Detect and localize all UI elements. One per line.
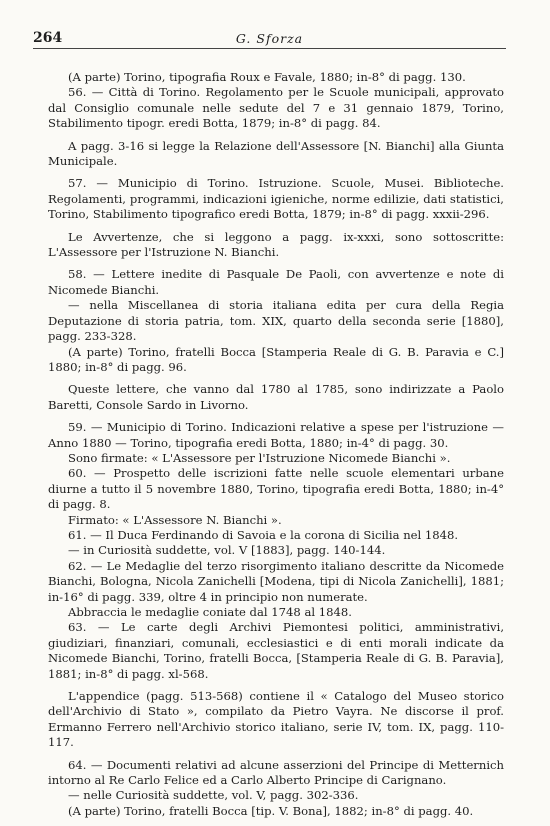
paragraph: (A parte) Torino, fratelli Bocca [Stamperia Reale di G. B. Paravia e C.] 1880; in-8° di pagg. 96. [48,344,504,374]
paragraph: A pagg. 3-16 si legge la Relazione dell'Assessore [N. Bianchi] alla Giunta Municipale. [48,138,504,169]
paragraph: Abbraccia le medaglie coniate dal 1748 al 1848. [68,605,352,619]
paragraph: Firmato: « L'Assessore N. Bianchi ». [68,512,282,527]
paragraph: 61. — Il Duca Ferdinando di Savoia e la corona di Sicilia nel 1848. [68,527,459,542]
page-header [33,28,506,49]
paragraph: 59. — Municipio di Torino. Indicazioni relative a spese per l'istruzione — Anno 1880 — Torino, tipografia eredi Botta, 1880; in-4° di pagg. 30. [48,420,504,450]
paragraph: — nelle Curiosità suddette, vol. V, pagg. 302-336. [68,788,359,803]
paragraph: Le Avvertenze, che si leggono a pagg. ix-xxxi, sono sottoscritte: L'Assessore per l'Istruzione N. Bianchi. [48,229,504,260]
paragraph: (A parte) Torino, fratelli Bocca [tip. V. Bona], 1882; in-8° di pagg. 40. [68,803,474,818]
running-head: G. Sforza [235,31,304,46]
paragraph: — in Curiosità suddette, vol. V [1883], pagg. 140-144. [68,543,386,558]
paragraph: 56. — Città di Torino. Regolamento per le Scuole municipali, approvato dal Consiglio comunale nelle sedute del 7 e 31 gennaio 1879, Torino, Stabilimento tipogr. eredi Botta, 1879; in-8° di pagg. 84. [48,85,504,131]
paragraph: 58. — Lettere inedite di Pasquale De Paoli, con avvertenze e note di Nicomede Bianchi. [48,267,504,297]
paragraph: Queste lettere, che vanno dal 1780 al 1785, sono indirizzate a Paolo Baretti, Console Sardo in Livorno. [48,382,504,412]
paragraph: 57. — Municipio di Torino. Istruzione. Scuole, Musei. Biblioteche. Regolamenti, programmi, indicazioni igieniche, norme edilizie, dati statistici, Torino, Stabilimento tipografico eredi Botta, 1879; in-8° di pagg. xxxii-296. [48,176,504,222]
paragraph: 64. — Documenti relativi ad alcune asserzioni del Principe di Metternich intorno al Re Carlo Felice ed a Carlo Alberto Principe di Carignano. [48,757,504,788]
paragraph: 60. — Prospetto delle iscrizioni fatte nelle scuole elementari urbane diurne a tutto il 5 novembre 1880, Torino, tipografia eredi Botta, 1880; in-4° di pagg. 8. [48,466,504,512]
page-body [48,70,504,819]
paragraph: 63. — Le carte degli Archivi Piemontesi politici, amministrativi, giudiziari, finanziari, comunali, ecclesiastici e di enti morali indicate da Nicomede Bianchi, Torino, fratelli Bocca, [Stamperia Reale di G. B. Paravia], 1881; in-8° di pagg. xl-568. [48,620,504,681]
paragraph: Sono firmate: « L'Assessore per l'Istruzione Nicomede Bianchi ». [68,450,451,465]
paragraph: 62. — Le Medaglie del terzo risorgimento italiano descritte da Nicomede Bianchi, Bologna, Nicola Zanichelli [Modena, tipi di Nicola Zanichelli], 1881; in-16° di pagg. 339, oltre 4 in principio non numerate. [48,558,504,604]
page-number: 264 [33,30,63,46]
paragraph: — nella Miscellanea di storia italiana edita per cura della Regia Deputazione di storia patria, tom. XIX, quarto della seconda serie [1880], pagg. 233-328. [48,298,504,344]
paragraph: L'appendice (pagg. 513-568) contiene il « Catalogo del Museo storico dell'Archivio di Stato », compilato da Pietro Vayra. Ne discorse il prof. Ermanno Ferrero nell'Archivio storico italiano, serie IV, tom. IX, pagg. 110-117. [48,689,504,750]
paragraph: (A parte) Torino, tipografia Roux e Favale, 1880; in-8° di pagg. 130. [68,70,466,84]
